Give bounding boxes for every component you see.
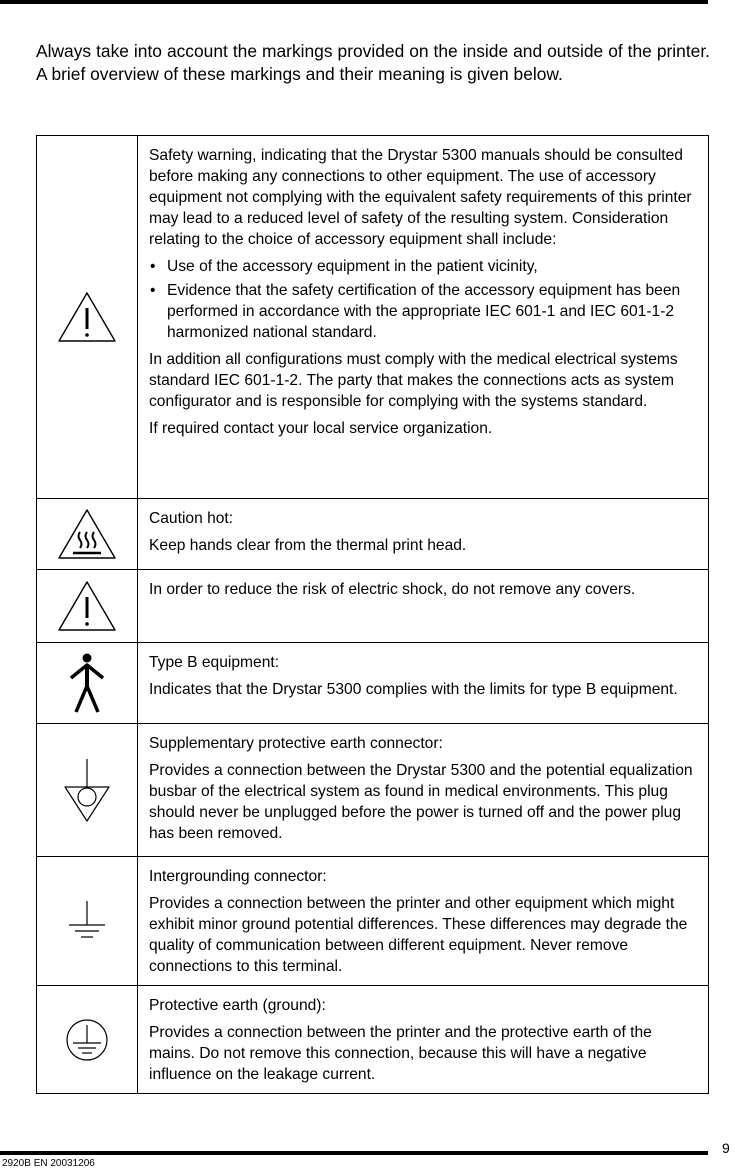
symbol-cell: [37, 499, 138, 570]
description-cell: [138, 643, 709, 724]
top-rule: [0, 0, 708, 4]
supplementary-earth-text: Provides a connection between the Drystar 5300 and the potential equalization busbar of the electrical system as found in medical environments. This plug should never be unplugged before the power is turned off and the power plug has been removed.: [149, 762, 693, 842]
equipotential-earth-icon: [61, 757, 113, 823]
description-cell: [138, 986, 709, 1094]
table-row: [37, 499, 709, 570]
document-code: 2920B EN 20031206: [2, 1158, 95, 1169]
markings-table: [36, 135, 709, 1094]
description-cell: [138, 857, 709, 986]
hot-text: Keep hands clear from the thermal print head.: [149, 537, 467, 554]
supplementary-earth-title: Supplementary protective earth connector:: [149, 735, 443, 752]
table-row: [37, 643, 709, 724]
shock-text: In order to reduce the risk of electric shock, do not remove any covers.: [149, 581, 636, 598]
ground-icon: [65, 899, 109, 943]
warning-triangle-icon: [56, 290, 118, 344]
list-item: • Evidence that the safety certification of the accessory equipment has been performed in accordance with the appropriate IEC 601-1 and IEC 601-1-2 harmonized national standard.: [149, 280, 700, 343]
symbol-cell: [37, 643, 138, 724]
intergrounding-title: Intergrounding connector:: [149, 868, 327, 885]
description-cell: [138, 136, 709, 499]
bullet-list: [149, 256, 700, 343]
type-b-equipment-icon: [67, 652, 107, 714]
electric-shock-warning-icon: [56, 579, 118, 633]
description-cell: [138, 499, 709, 570]
description-cell: [138, 724, 709, 857]
intro-paragraph: Always take into account the markings provided on the inside and outside of the printer. A brief overview of these markings and their meaning is given below.: [36, 41, 710, 84]
type-b-title: Type B equipment:: [149, 654, 280, 671]
protective-earth-text: Provides a connection between the printer and the protective earth of the mains. Do not remove this connection, because this will have a negative influence on the leakage current.: [149, 1024, 652, 1083]
protective-earth-icon: [64, 1017, 110, 1063]
symbol-cell: [37, 570, 138, 643]
warning-intro-text: Safety warning, indicating that the Drystar 5300 manuals should be consulted before making any connections to other equipment. The use of accessory equipment not complying with the equivalent safety requirements of this printer may lead to a reduced level of safety of the resulting system. Consideration relating to the choice of accessory equipment shall include:: [149, 147, 692, 248]
symbol-cell: [37, 724, 138, 857]
list-item: • Use of the accessory equipment in the patient vicinity,: [149, 256, 700, 277]
description-cell: [138, 570, 709, 643]
warning-standard-text: In addition all configurations must comply with the medical electrical systems standard IEC 601-1-2. The party that makes the connections acts as system configurator and is responsible for complying with the systems standard.: [149, 351, 678, 410]
intergrounding-text: Provides a connection between the printer and other equipment which might exhibit minor ground potential differences. These differences may degrade the quality of communication between different equipment. Never remove connections to this terminal.: [149, 895, 688, 975]
bottom-rule: [0, 1151, 708, 1155]
symbol-cell: [37, 986, 138, 1094]
warning-contact-text: If required contact your local service organization.: [149, 420, 493, 437]
table-row: [37, 570, 709, 643]
table-row: [37, 724, 709, 857]
symbol-cell: [37, 857, 138, 986]
symbol-cell: [37, 136, 138, 499]
type-b-text: Indicates that the Drystar 5300 complies with the limits for type B equipment.: [149, 681, 678, 698]
hot-title: Caution hot:: [149, 510, 234, 527]
table-row: [37, 136, 709, 499]
protective-earth-title: Protective earth (ground):: [149, 997, 326, 1014]
page-number: 9: [722, 1140, 730, 1156]
hot-surface-icon: [56, 507, 118, 561]
table-row: [37, 857, 709, 986]
table-row: [37, 986, 709, 1094]
